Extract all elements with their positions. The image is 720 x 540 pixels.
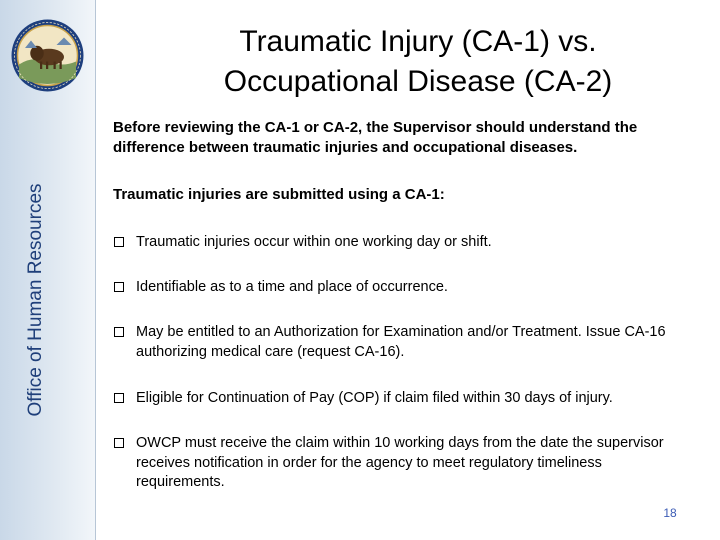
checkbox-bullet-icon	[114, 237, 124, 247]
subheading: Traumatic injuries are submitted using a CA-1:	[113, 186, 445, 203]
page-number: 18	[663, 506, 677, 520]
bullet-item	[113, 233, 693, 253]
bullet-text: Eligible for Continuation of Pay (COP) if claim filed within 30 days of injury.	[136, 390, 613, 406]
intro-text: Before reviewing the CA-1 or CA-2, the Supervisor should understand the difference between traumatic injuries and occupational diseases.	[113, 119, 638, 156]
title-line-1: Traumatic Injury (CA-1) vs.	[239, 25, 597, 58]
bullet-item	[113, 389, 693, 409]
sidebar-divider	[95, 0, 96, 540]
bullet-item	[113, 434, 693, 493]
checkbox-bullet-icon	[114, 327, 124, 337]
sidebar-label: Office of Human Resources	[25, 183, 46, 417]
checkbox-bullet-icon	[114, 282, 124, 292]
bullet-item	[113, 278, 693, 298]
bullet-text: OWCP must receive the claim within 10 working days from the date the supervisor receives notification in order for the agency to meet regulatory timeliness requirements.	[136, 435, 664, 490]
bullet-text: Identifiable as to a time and place of occurrence.	[136, 279, 448, 295]
page-title	[118, 22, 718, 102]
title-line-2: Occupational Disease (CA-2)	[223, 65, 613, 98]
bullet-item	[113, 323, 693, 362]
checkbox-bullet-icon	[114, 393, 124, 403]
bullet-text: Traumatic injuries occur within one working day or shift.	[136, 234, 492, 250]
bullet-text: May be entitled to an Authorization for Examination and/or Treatment. Issue CA-16 authorizing medical care (request CA-16).	[136, 324, 666, 360]
checkbox-bullet-icon	[114, 438, 124, 448]
department-seal-icon	[10, 18, 85, 93]
